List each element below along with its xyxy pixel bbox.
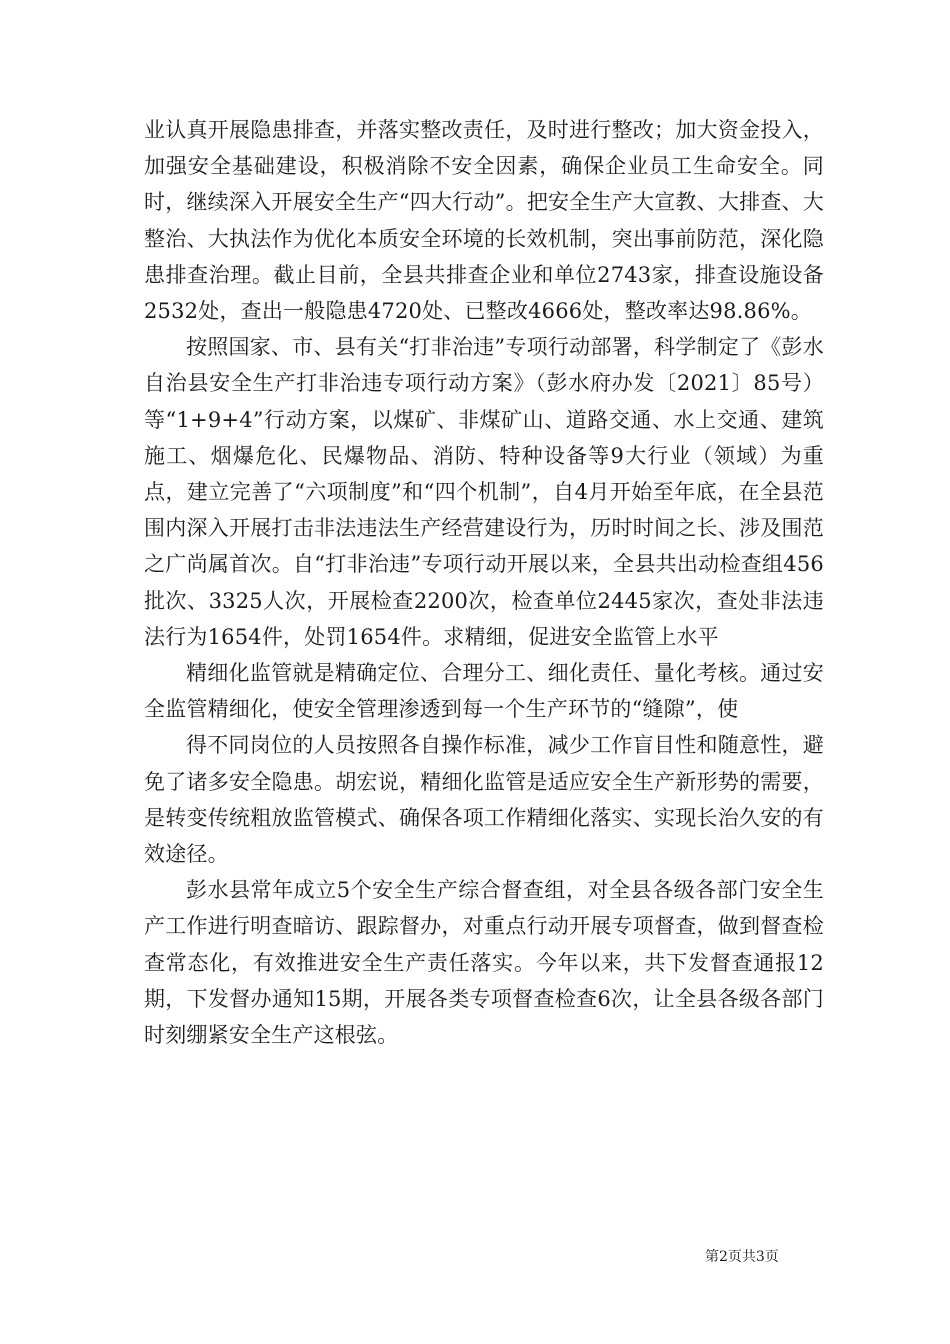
document-body <box>144 112 824 1053</box>
paragraph-crackdown: 按照国家、市、县有关“打非治违”专项行动部署，科学制定了《彭水自治县安全生产打非治违专项行动方案》（彭水府办发〔2021〕85号）等“1+9+4”行动方案，以煤矿、非煤矿山、道路交通、水上交通、建筑施工、烟爆危化、民爆物品、消防、特种设备等9大行业（领域）为重点，建立完善了“六项制度”和“四个机制”，自4月开始至年底，在全县范围内深入开展打击非法违法生产经营建设行为，历时时间之长、涉及围范之广尚属首次。自“打非治违”专项行动开展以来，全县共出动检查组456批次、3325人次，开展检查2200次，检查单位2445家次，查处非法违法行为1654件，处罚1654件。求精细，促进安全监管上水平 <box>144 335 824 649</box>
paragraph-inspection-groups: 彭水县常年成立5个安全生产综合督查组，对全县各级各部门安全生产工作进行明查暗访、跟踪督办，对重点行动开展专项督查，做到督查检查常态化，有效推进安全生产责任落实。今年以来，共下发督查通报12期，下发督办通知15期，开展各类专项督查检查6次，让全县各级各部门时刻绷紧安全生产这根弦。 <box>144 878 824 1048</box>
paragraph-continuation: 业认真开展隐患排查，并落实整改责任，及时进行整改；加大资金投入，加强安全基础建设，积极消除不安全因素，确保企业员工生命安全。同时，继续深入开展安全生产“四大行动”。把安全生产大宣教、大排查、大整治、大执法作为优化本质安全环境的长效机制，突出事前防范，深化隐患排查治理。截止目前，全县共排查企业和单位2743家，排查设施设备2532处，查出一般隐患4720处、已整改4666处，整改率达98.86%。 <box>144 118 824 324</box>
paragraph-refined-supervision: 精细化监管就是精确定位、合理分工、细化责任、量化考核。通过安全监管精细化，使安全管理渗透到每一个生产环节的“缝隙”，使 <box>144 661 824 722</box>
page-number: 第2页共3页 <box>705 1249 779 1265</box>
paragraph-refined-benefits: 得不同岗位的人员按照各自操作标准，减少工作盲目性和随意性，避免了诸多安全隐患。胡宏说，精细化监管是适应安全生产新形势的需要，是转变传统粗放监管模式、确保各项工作精细化落实、实现长治久安的有效途径。 <box>144 733 824 867</box>
